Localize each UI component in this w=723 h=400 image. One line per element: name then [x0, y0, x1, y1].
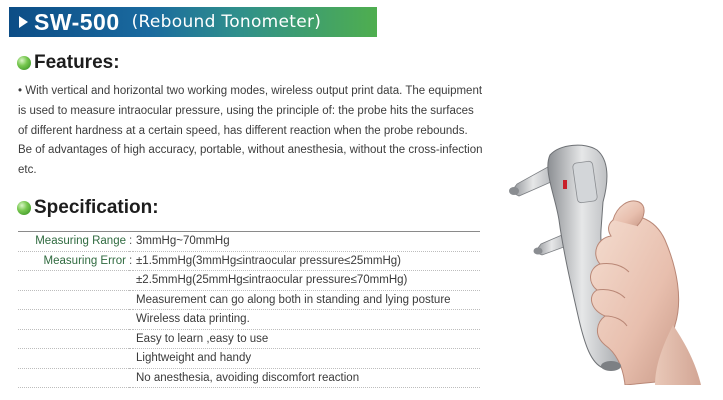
spec-value: No anesthesia, avoiding discomfort reaction [136, 371, 360, 384]
spec-value: ±2.5mmHg(25mmHg≤intraocular pressure≤70mmHg) [136, 274, 408, 287]
spec-key [18, 349, 129, 369]
table-row [18, 232, 480, 252]
spec-key: Measuring Range [35, 235, 126, 248]
spec-key: Measuring Error [43, 254, 126, 267]
green-orb-icon [17, 56, 31, 70]
green-orb-icon [17, 201, 31, 215]
features-line: etc. [18, 164, 37, 177]
device-bottom-cap [601, 361, 621, 371]
spec-key [18, 368, 129, 388]
product-model: SW-500 [34, 8, 120, 35]
spec-key [18, 271, 129, 291]
spec-value: Easy to learn ,easy to use [136, 332, 269, 345]
table-row [18, 349, 480, 369]
features-line: Be of advantages of high accuracy, portable, without anesthesia, without the cross-infection [18, 144, 483, 157]
product-image [505, 140, 705, 385]
spec-sep: : [129, 254, 133, 267]
upper-probe-tip [509, 187, 519, 195]
spec-value: Lightweight and handy [136, 352, 252, 365]
features-line: of different hardness at a certain speed, has different reaction when the probe rebounds. [18, 124, 468, 137]
features-line: is used to measure intraocular pressure, using the principle of: the probe hits the surfaces [18, 104, 474, 117]
features-heading [17, 52, 120, 74]
spec-key [18, 290, 129, 310]
play-arrow-icon [19, 16, 28, 28]
product-subtitle: (Rebound Tonometer) [131, 12, 322, 32]
table-row [18, 310, 480, 330]
specification-table [18, 231, 480, 388]
spec-sep: : [129, 235, 133, 248]
spec-key [18, 310, 129, 330]
table-row [18, 271, 480, 291]
table-row [18, 368, 480, 388]
spec-value: Measurement can go along both in standing and lying posture [136, 293, 451, 306]
lower-probe-tip [534, 248, 543, 255]
spec-key [18, 329, 129, 349]
features-text [18, 82, 518, 181]
spec-value: 3mmHg~70mmHg [136, 235, 230, 248]
specification-heading [17, 197, 159, 219]
red-indicator [563, 180, 567, 189]
table-row [18, 290, 480, 310]
spec-value: Wireless data printing. [136, 313, 250, 326]
table-row [18, 329, 480, 349]
specification-heading-text: Specification: [34, 197, 159, 218]
spec-value: ±1.5mmHg(3mmHg≤intraocular pressure≤25mmHg) [136, 254, 401, 267]
title-banner [9, 7, 377, 37]
table-row [18, 251, 480, 271]
features-heading-text: Features: [34, 52, 120, 73]
features-line: • With vertical and horizontal two working modes, wireless output print data. The equipment [18, 85, 483, 97]
